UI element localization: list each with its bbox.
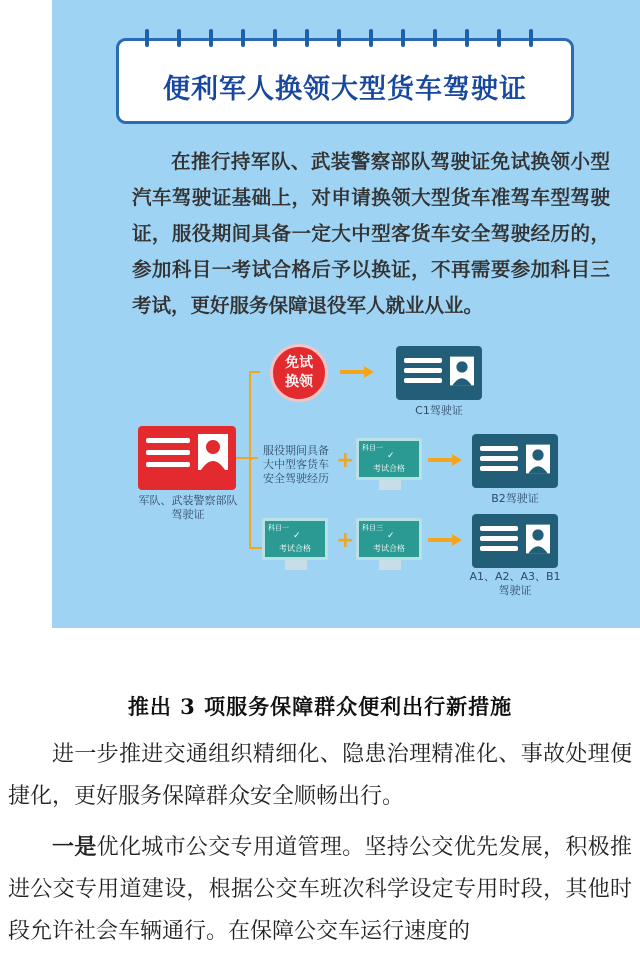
flow-diagram (52, 336, 640, 606)
subject1-monitor: 科目一 ✓ 考试合格 (356, 438, 422, 480)
a-license-card (472, 514, 558, 568)
a-license-label: A1、A2、A3、B1 驾驶证 (469, 570, 561, 597)
c1-license-card (396, 346, 482, 400)
arrow-icon (428, 534, 462, 546)
article-heading: 推出 3 项服务保障群众便利出行新措施 (127, 694, 513, 719)
title-card (116, 38, 574, 124)
binder-ring (177, 29, 181, 47)
person-icon (198, 434, 228, 470)
article-paragraph: 进一步推进交通组织精细化、隐患治理精准化、事故处理便捷化，更好服务保障群众安全顺畅出行。 (8, 742, 632, 809)
article-paragraph: 一是优化城市公交专用道管理。坚持公交优先发展，积极推进公交专用道建设，根据公交车班次科学设定专用时段，其他时段允许社会车辆通行。在保障公交车运行速度的 (8, 834, 632, 944)
binder-ring (465, 29, 469, 47)
arrow-icon (340, 366, 374, 378)
infographic-panel (52, 0, 640, 628)
infographic-intro: 在推行持军队、武装警察部队驾驶证免试换领小型汽车驾驶证基础上，对申请换领大型货车准驾车型驾驶证，服役期间具备一定大中型客货车安全驾驶经历的，参加科目一考试合格后予以换证，不再需要参加科目三考试，更好服务保障退役军人就业从业。 (132, 150, 610, 317)
binder-ring (529, 29, 533, 47)
c1-license-label: C1驾驶证 (415, 404, 463, 417)
binder-ring (433, 29, 437, 47)
plus-sign: + (336, 528, 355, 553)
binder-ring (497, 29, 501, 47)
subject3-monitor: 科目三 ✓ 考试合格 (356, 518, 422, 560)
binder-ring (401, 29, 405, 47)
binder-ring (337, 29, 341, 47)
infographic-title: 便利军人换领大型货车驾驶证 (163, 74, 527, 105)
binder-ring (145, 29, 149, 47)
binder-ring (369, 29, 373, 47)
subject1-monitor: 科目一 ✓ 考试合格 (262, 518, 328, 560)
person-icon (450, 356, 474, 386)
military-license-card (138, 426, 236, 490)
binder-ring (241, 29, 245, 47)
exempt-badge: 免试 换领 (270, 344, 328, 402)
arrow-icon (428, 454, 462, 466)
binder-ring (209, 29, 213, 47)
b2-license-card (472, 434, 558, 488)
binder-ring (273, 29, 277, 47)
b2-license-label: B2驾驶证 (491, 492, 539, 505)
person-icon (526, 444, 550, 474)
binder-ring (305, 29, 309, 47)
military-license-label: 军队、武装警察部队 驾驶证 (138, 494, 238, 521)
plus-sign: + (336, 448, 355, 473)
b2-condition: 服役期间具备 大中型客货车 安全驾驶经历 (263, 444, 329, 485)
person-icon (526, 524, 550, 554)
